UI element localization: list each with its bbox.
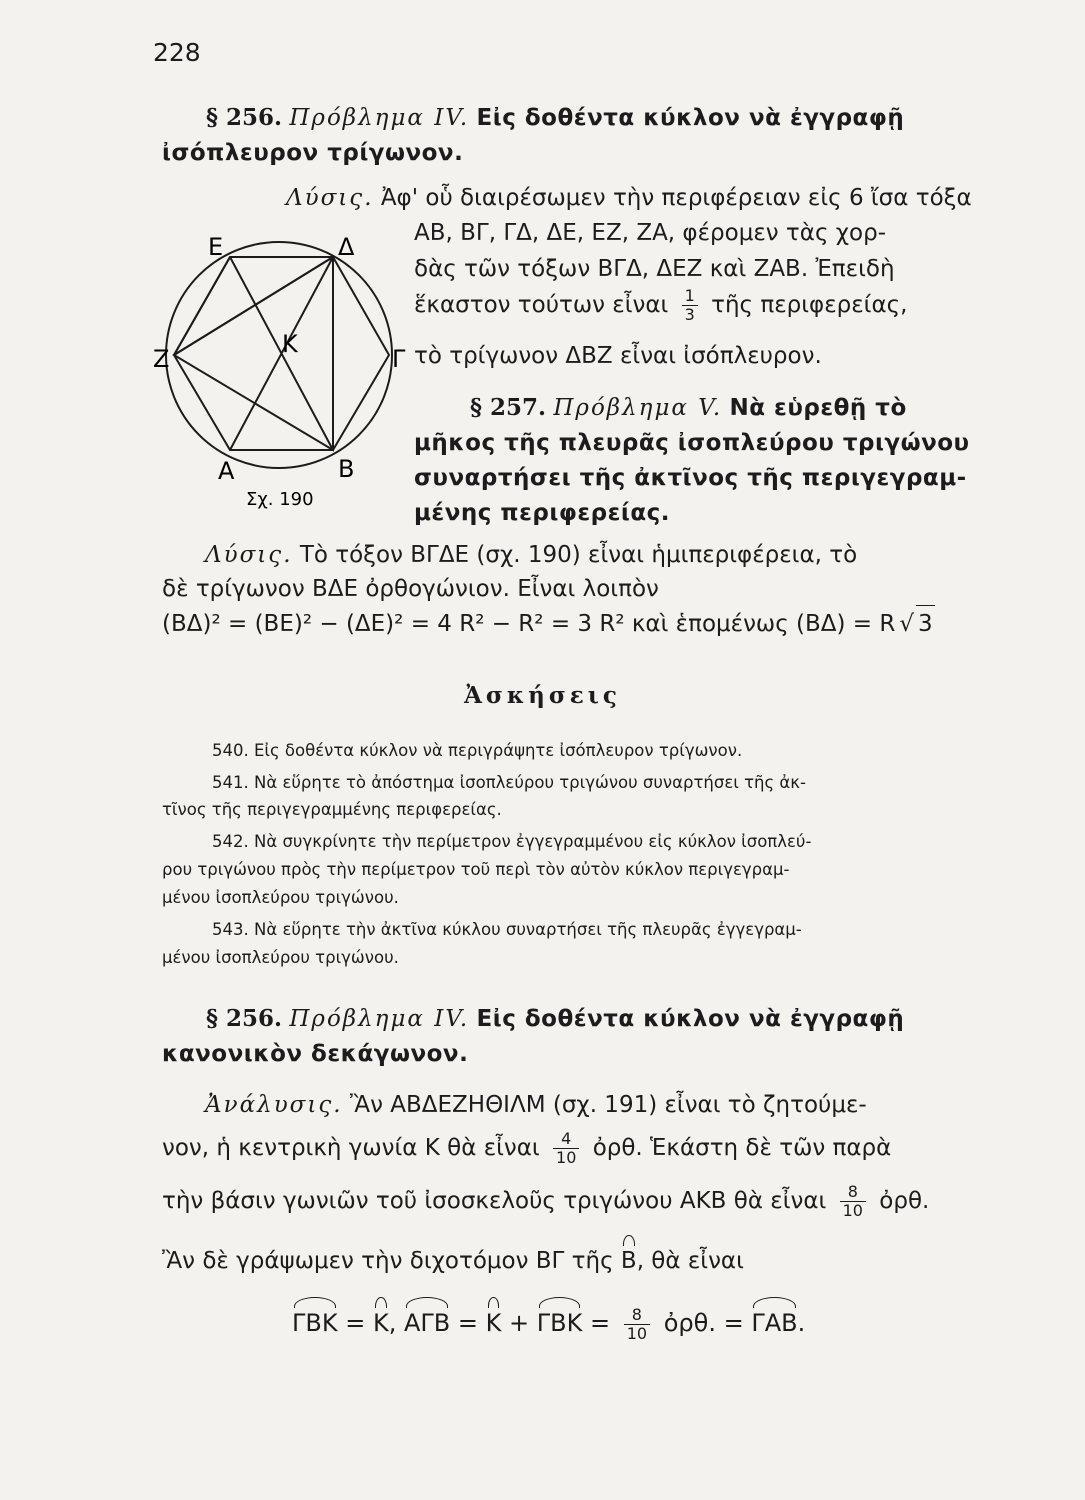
angle-equation xyxy=(292,1305,805,1343)
exercise-540: 540. Εἰς δοθέντα κύκλον νὰ περιγράψητε ἰσόπλευρον τρίγωνον. xyxy=(212,741,743,760)
plus-sign: + xyxy=(501,1309,537,1337)
exercise-543-line2: μένου ἰσοπλεύρου τριγώνου. xyxy=(162,948,399,967)
page-number: 228 xyxy=(153,38,201,67)
angle-k: Κ xyxy=(486,1305,502,1341)
text-fragment: ὀρθ. xyxy=(879,1188,930,1214)
problem-title: Εἰς δοθέντα κύκλον νὰ ἐγγραφῇ xyxy=(476,1006,905,1032)
label-Z: Ζ xyxy=(153,345,170,373)
label-D: Δ xyxy=(338,233,355,261)
problem-label: Πρόβλημα IV. xyxy=(289,1006,470,1032)
solution-line-1 xyxy=(286,180,972,216)
section-256-heading xyxy=(206,104,904,131)
comma: , xyxy=(388,1309,404,1337)
solution-label: Λύσις. xyxy=(205,542,293,568)
fraction-one-third xyxy=(682,287,698,324)
section-256b-heading xyxy=(206,1005,904,1032)
analysis-text: Ἂν ΑΒΔΕΖΗΘΙΛΜ (σχ. 191) εἶναι τὸ ζητούμε- xyxy=(349,1092,867,1118)
exercise-543-line1: 543. Νὰ εὕρητε τὴν ἀκτῖνα κύκλου συναρτήσει τῆς πλευρᾶς ἐγγεγραμ- xyxy=(212,920,802,939)
text-fragment: ὀρθ. = xyxy=(663,1309,752,1337)
problem-title-line4: μένης περιφερείας. xyxy=(414,500,671,526)
section-number: § 256. xyxy=(206,104,283,131)
label-A: Α xyxy=(218,457,235,485)
fraction-denominator: 10 xyxy=(556,1148,577,1167)
exercise-541-line2: τῖνος τῆς περιγεγραμμένης περιφερείας. xyxy=(162,800,502,819)
fraction-eight-tenths xyxy=(840,1183,866,1220)
fraction-numerator: 8 xyxy=(624,1306,650,1325)
label-G: Γ xyxy=(392,345,406,373)
problem-label: Πρόβλημα IV. xyxy=(289,105,470,131)
text-fragment: ὀρθ. Ἑκάστη δὲ τῶν παρὰ xyxy=(592,1135,892,1161)
analysis-line-4 xyxy=(162,1243,744,1279)
text-fragment: τῆς περιφερείας, xyxy=(711,292,908,318)
fraction-denominator: 10 xyxy=(626,1323,648,1343)
solution-label: Λύσις. xyxy=(286,185,374,211)
fraction-numerator: 8 xyxy=(840,1183,866,1202)
solution-257-line-1 xyxy=(205,537,857,573)
problem-title-line3: συναρτήσει τῆς ἀκτῖνος τῆς περιγεγραμ- xyxy=(414,465,967,491)
fraction-numerator: 4 xyxy=(553,1130,579,1149)
section-number: § 256. xyxy=(206,1005,283,1032)
fraction-four-tenths xyxy=(553,1130,579,1167)
section-257-heading xyxy=(470,394,907,421)
equation-bd: (ΒΔ)² = (ΒΕ)² − (ΔΕ)² = 4 R² − R² = 3 R² καὶ ἑπομένως (ΒΔ) = R √ 3 xyxy=(162,605,935,642)
label-K: Κ xyxy=(282,330,298,358)
problem-title: Εἰς δοθέντα κύκλον νὰ ἐγγραφῇ xyxy=(476,105,905,131)
section-number: § 257. xyxy=(470,394,547,421)
fraction-numerator: 1 xyxy=(682,287,698,306)
angle-b: Β xyxy=(621,1243,637,1279)
figure-caption: Σχ. 190 xyxy=(246,489,314,510)
exercise-542-line3: μένου ἰσοπλεύρου τριγώνου. xyxy=(162,888,399,907)
analysis-line-1 xyxy=(205,1087,867,1123)
analysis-line-3 xyxy=(162,1183,929,1220)
text-fragment: τὴν βάσιν γωνιῶν τοῦ ἰσοσκελοῦς τριγώνου ΑΚΒ θὰ εἶναι xyxy=(162,1188,827,1214)
eq-sign: = xyxy=(345,1309,373,1337)
solution-text: Τὸ τόξον ΒΓΔΕ (σχ. 190) εἶναι ἡμιπεριφέρεια, τὸ xyxy=(299,542,858,568)
solution-257-line-2: δὲ τρίγωνον ΒΔΕ ὀρθογώνιον. Εἶναι λοιπὸν xyxy=(162,576,659,602)
solution-line-5: τὸ τρίγωνον ΔΒΖ εἶναι ἰσόπλευρον. xyxy=(414,343,822,369)
analysis-line-2 xyxy=(162,1130,891,1167)
problem-title-line2: μῆκος τῆς πλευρᾶς ἰσοπλεύρου τριγώνου xyxy=(414,430,970,456)
circle-outline xyxy=(166,242,392,468)
solution-line-2: ΑΒ, ΒΓ, ΓΔ, ΔΕ, ΕΖ, ΖΑ, φέρομεν τὰς χορ- xyxy=(414,220,887,246)
angle-gbk: ΓΒΚ xyxy=(537,1305,583,1341)
angle-k: Κ xyxy=(373,1305,389,1341)
solution-line-4 xyxy=(414,287,907,324)
equilateral-triangle-dbz xyxy=(174,257,333,450)
problem-title-line2: κανονικὸν δεκάγωνον. xyxy=(162,1041,469,1067)
exercises-title: Ἀσκήσεις xyxy=(464,682,621,709)
period: . xyxy=(797,1309,806,1337)
problem-title-line2: ἰσόπλευρον τρίγωνον. xyxy=(162,140,464,166)
label-B: Β xyxy=(338,455,355,483)
solution-line-3: δὰς τῶν τόξων ΒΓΔ, ΔΕΖ καὶ ΖΑΒ. Ἐπειδὴ xyxy=(414,256,895,282)
exercise-541-line1: 541. Νὰ εὕρητε τὸ ἀπόστημα ἰσοπλεύρου τριγώνου συναρτήσει τῆς ἀκ- xyxy=(212,773,806,792)
problem-title: Νὰ εὑρεθῇ τὸ xyxy=(729,395,907,421)
equation-text: (ΒΔ)² = (ΒΕ)² − (ΔΕ)² = 4 R² − R² = 3 R² καὶ ἑπομένως (ΒΔ) = R xyxy=(162,611,896,637)
solution-text: Ἀφ' οὗ διαιρέσωμεν τὴν περιφέρειαν εἰς 6 ἴσα τόξα xyxy=(380,185,972,211)
exercise-542-line1: 542. Νὰ συγκρίνητε τὴν περίμετρον ἐγγεγραμμένου εἰς κύκλον ἰσοπλεύ- xyxy=(212,832,812,851)
text-fragment: νον, ἡ κεντρικὴ γωνία Κ θὰ εἶναι xyxy=(162,1135,540,1161)
sqrt-radicand: 3 xyxy=(916,605,935,642)
eq-sign: = xyxy=(582,1309,611,1337)
angle-agb: ΑΓΒ xyxy=(404,1305,450,1341)
text-fragment: , θὰ εἶναι xyxy=(636,1248,744,1274)
text-fragment: ἕκαστον τούτων εἶναι xyxy=(414,292,669,318)
label-E: Ε xyxy=(208,233,224,261)
analysis-label: Ἀνάλυσις. xyxy=(205,1092,343,1118)
angle-gbk: ΓΒΚ xyxy=(292,1305,338,1341)
fraction-denominator: 10 xyxy=(842,1201,863,1220)
angle-gab: ΓΑΒ xyxy=(751,1305,797,1341)
fraction-denominator: 3 xyxy=(684,305,695,324)
eq-sign: = xyxy=(450,1309,486,1337)
chord-zd xyxy=(174,257,333,355)
exercise-542-line2: ρου τριγώνου πρὸς τὴν περίμετρον τοῦ περὶ τὸν αὐτὸν κύκλον περιγεγραμ- xyxy=(162,860,790,879)
figure-190-inscribed-hexagon xyxy=(150,225,418,515)
problem-label: Πρόβλημα V. xyxy=(553,395,723,421)
text-fragment: Ἂν δὲ γράψωμεν τὴν διχοτόμον ΒΓ τῆς xyxy=(162,1248,614,1274)
fraction-eight-tenths xyxy=(624,1306,650,1343)
